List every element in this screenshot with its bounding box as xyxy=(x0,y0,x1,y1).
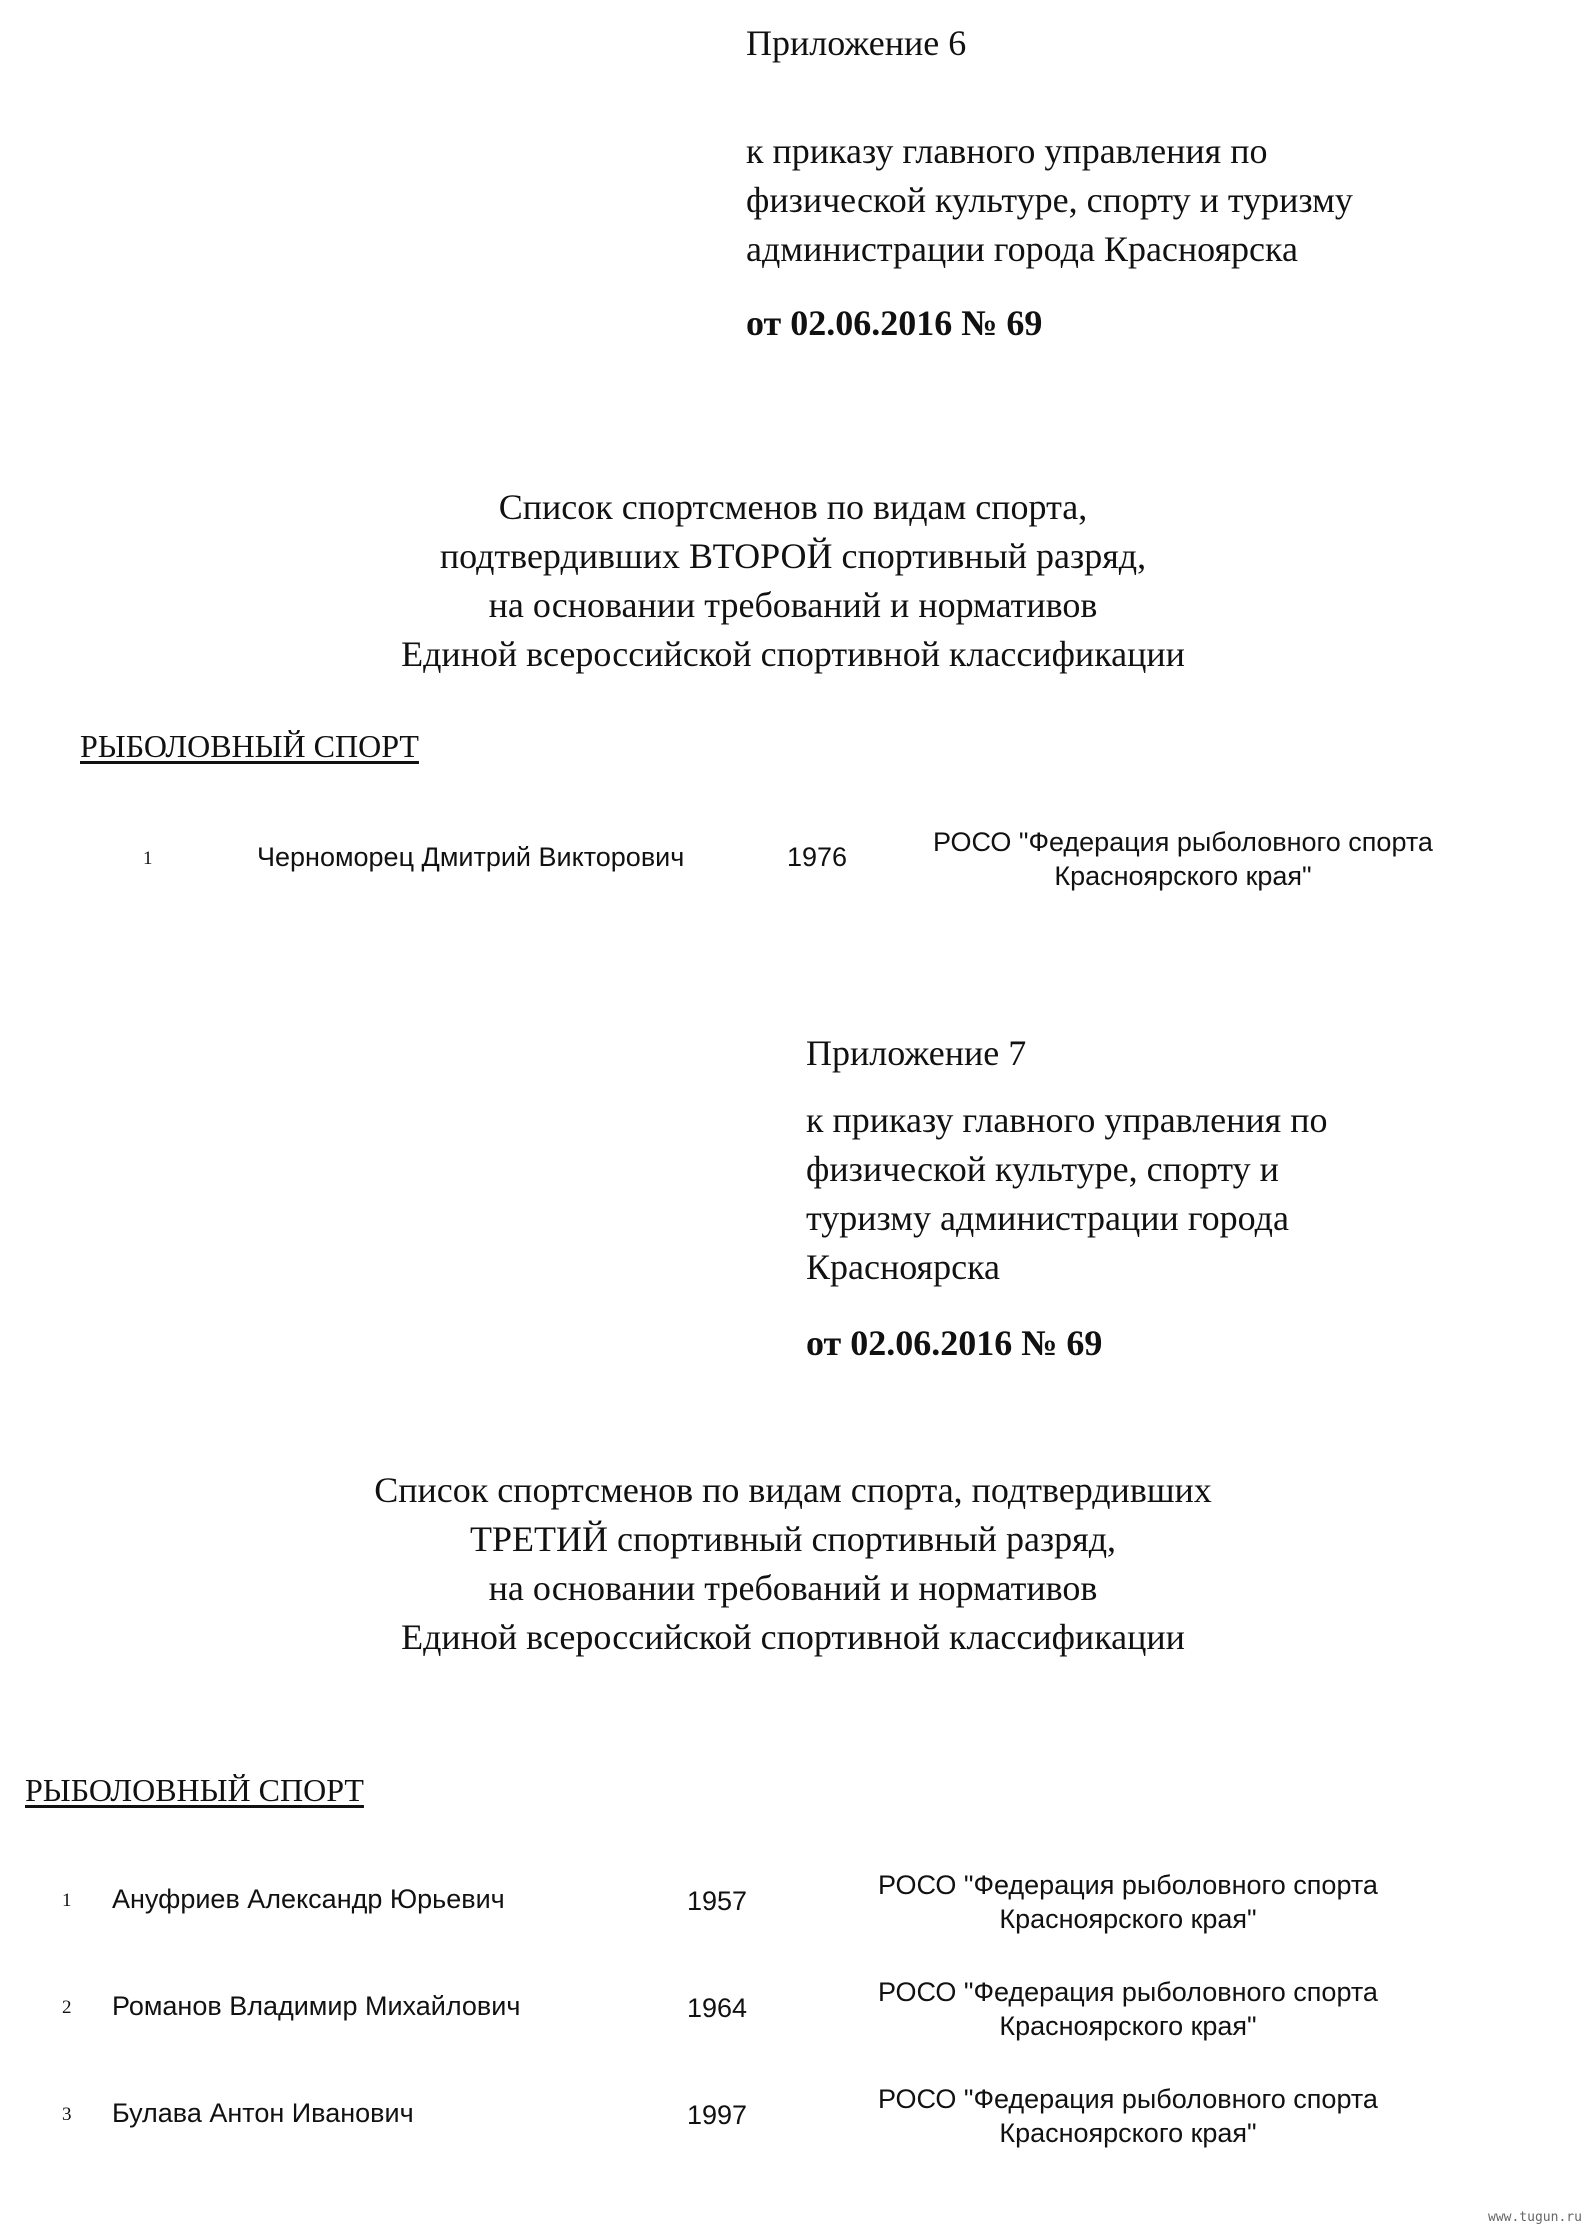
appendix-6-order-line-2: физической культуре, спорту и туризму xyxy=(746,180,1353,220)
organization xyxy=(903,825,1463,893)
list-third-title-line-3: на основании требований и нормативов xyxy=(488,1568,1098,1608)
appendix-7-order-line-4: Красноярска xyxy=(806,1247,1001,1287)
organization xyxy=(848,1975,1408,2043)
row-number: 3 xyxy=(62,2104,72,2125)
birth-year: 1997 xyxy=(687,2100,748,2130)
appendix-7-order-line-3: туризму администрации города xyxy=(806,1198,1289,1238)
organization-line-2: Красноярского края" xyxy=(999,1904,1257,1934)
athlete-name: Романов Владимир Михайлович xyxy=(112,1991,521,2021)
organization xyxy=(848,2082,1408,2150)
organization-line-1: РОСО "Федерация рыболовного спорта xyxy=(878,2084,1378,2114)
site-watermark: www.tugun.ru xyxy=(1488,2210,1582,2225)
birth-year: 1957 xyxy=(687,1886,748,1916)
list-second-title-line-4: Единой всероссийской спортивной классификации xyxy=(401,634,1185,674)
list-third-title-line-1: Список спортсменов по видам спорта, подтвердивших xyxy=(374,1470,1212,1510)
appendix-7-order-line-2: физической культуре, спорту и xyxy=(806,1149,1279,1189)
organization-line-2: Красноярского края" xyxy=(999,2118,1257,2148)
list-second-title xyxy=(0,483,1586,679)
birth-year: 1964 xyxy=(687,1993,748,2023)
athlete-name: Черноморец Дмитрий Викторович xyxy=(257,842,685,872)
list-third-title xyxy=(0,1466,1586,1662)
list-second-title-line-1: Список спортсменов по видам спорта, xyxy=(498,487,1088,527)
appendix-6-date: от 02.06.2016 № 69 xyxy=(746,303,1043,343)
organization-line-1: РОСО "Федерация рыболовного спорта xyxy=(878,1977,1378,2007)
list-second-title-line-2: подтвердивших ВТОРОЙ спортивный разряд, xyxy=(439,536,1147,576)
appendix-7-order-line-1: к приказу главного управления по xyxy=(806,1100,1328,1140)
organization xyxy=(848,1868,1408,1936)
list-second-title-line-3: на основании требований и нормативов xyxy=(488,585,1098,625)
athlete-name: Булава Антон Иванович xyxy=(112,2098,414,2128)
list-third-sport-heading: РЫБОЛОВНЫЙ СПОРТ xyxy=(25,1772,364,1808)
row-number: 1 xyxy=(62,1890,72,1911)
row-number: 1 xyxy=(143,848,153,869)
list-second-sport-heading: РЫБОЛОВНЫЙ СПОРТ xyxy=(80,728,419,764)
organization-line-1: РОСО "Федерация рыболовного спорта xyxy=(933,827,1433,857)
list-third-title-line-2: ТРЕТИЙ спортивный спортивный разряд, xyxy=(469,1519,1117,1559)
organization-line-1: РОСО "Федерация рыболовного спорта xyxy=(878,1870,1378,1900)
athlete-name: Ануфриев Александр Юрьевич xyxy=(112,1884,505,1914)
appendix-6-title: Приложение 6 xyxy=(746,23,967,63)
organization-line-2: Красноярского края" xyxy=(1054,861,1312,891)
organization-line-2: Красноярского края" xyxy=(999,2011,1257,2041)
list-third-title-line-4: Единой всероссийской спортивной классификации xyxy=(401,1617,1185,1657)
appendix-7-date: от 02.06.2016 № 69 xyxy=(806,1323,1103,1363)
appendix-6-order-line-3: администрации города Красноярска xyxy=(746,229,1298,269)
row-number: 2 xyxy=(62,1997,72,2018)
appendix-7-title: Приложение 7 xyxy=(806,1033,1027,1073)
birth-year: 1976 xyxy=(787,842,848,872)
appendix-6-order-line-1: к приказу главного управления по xyxy=(746,131,1268,171)
